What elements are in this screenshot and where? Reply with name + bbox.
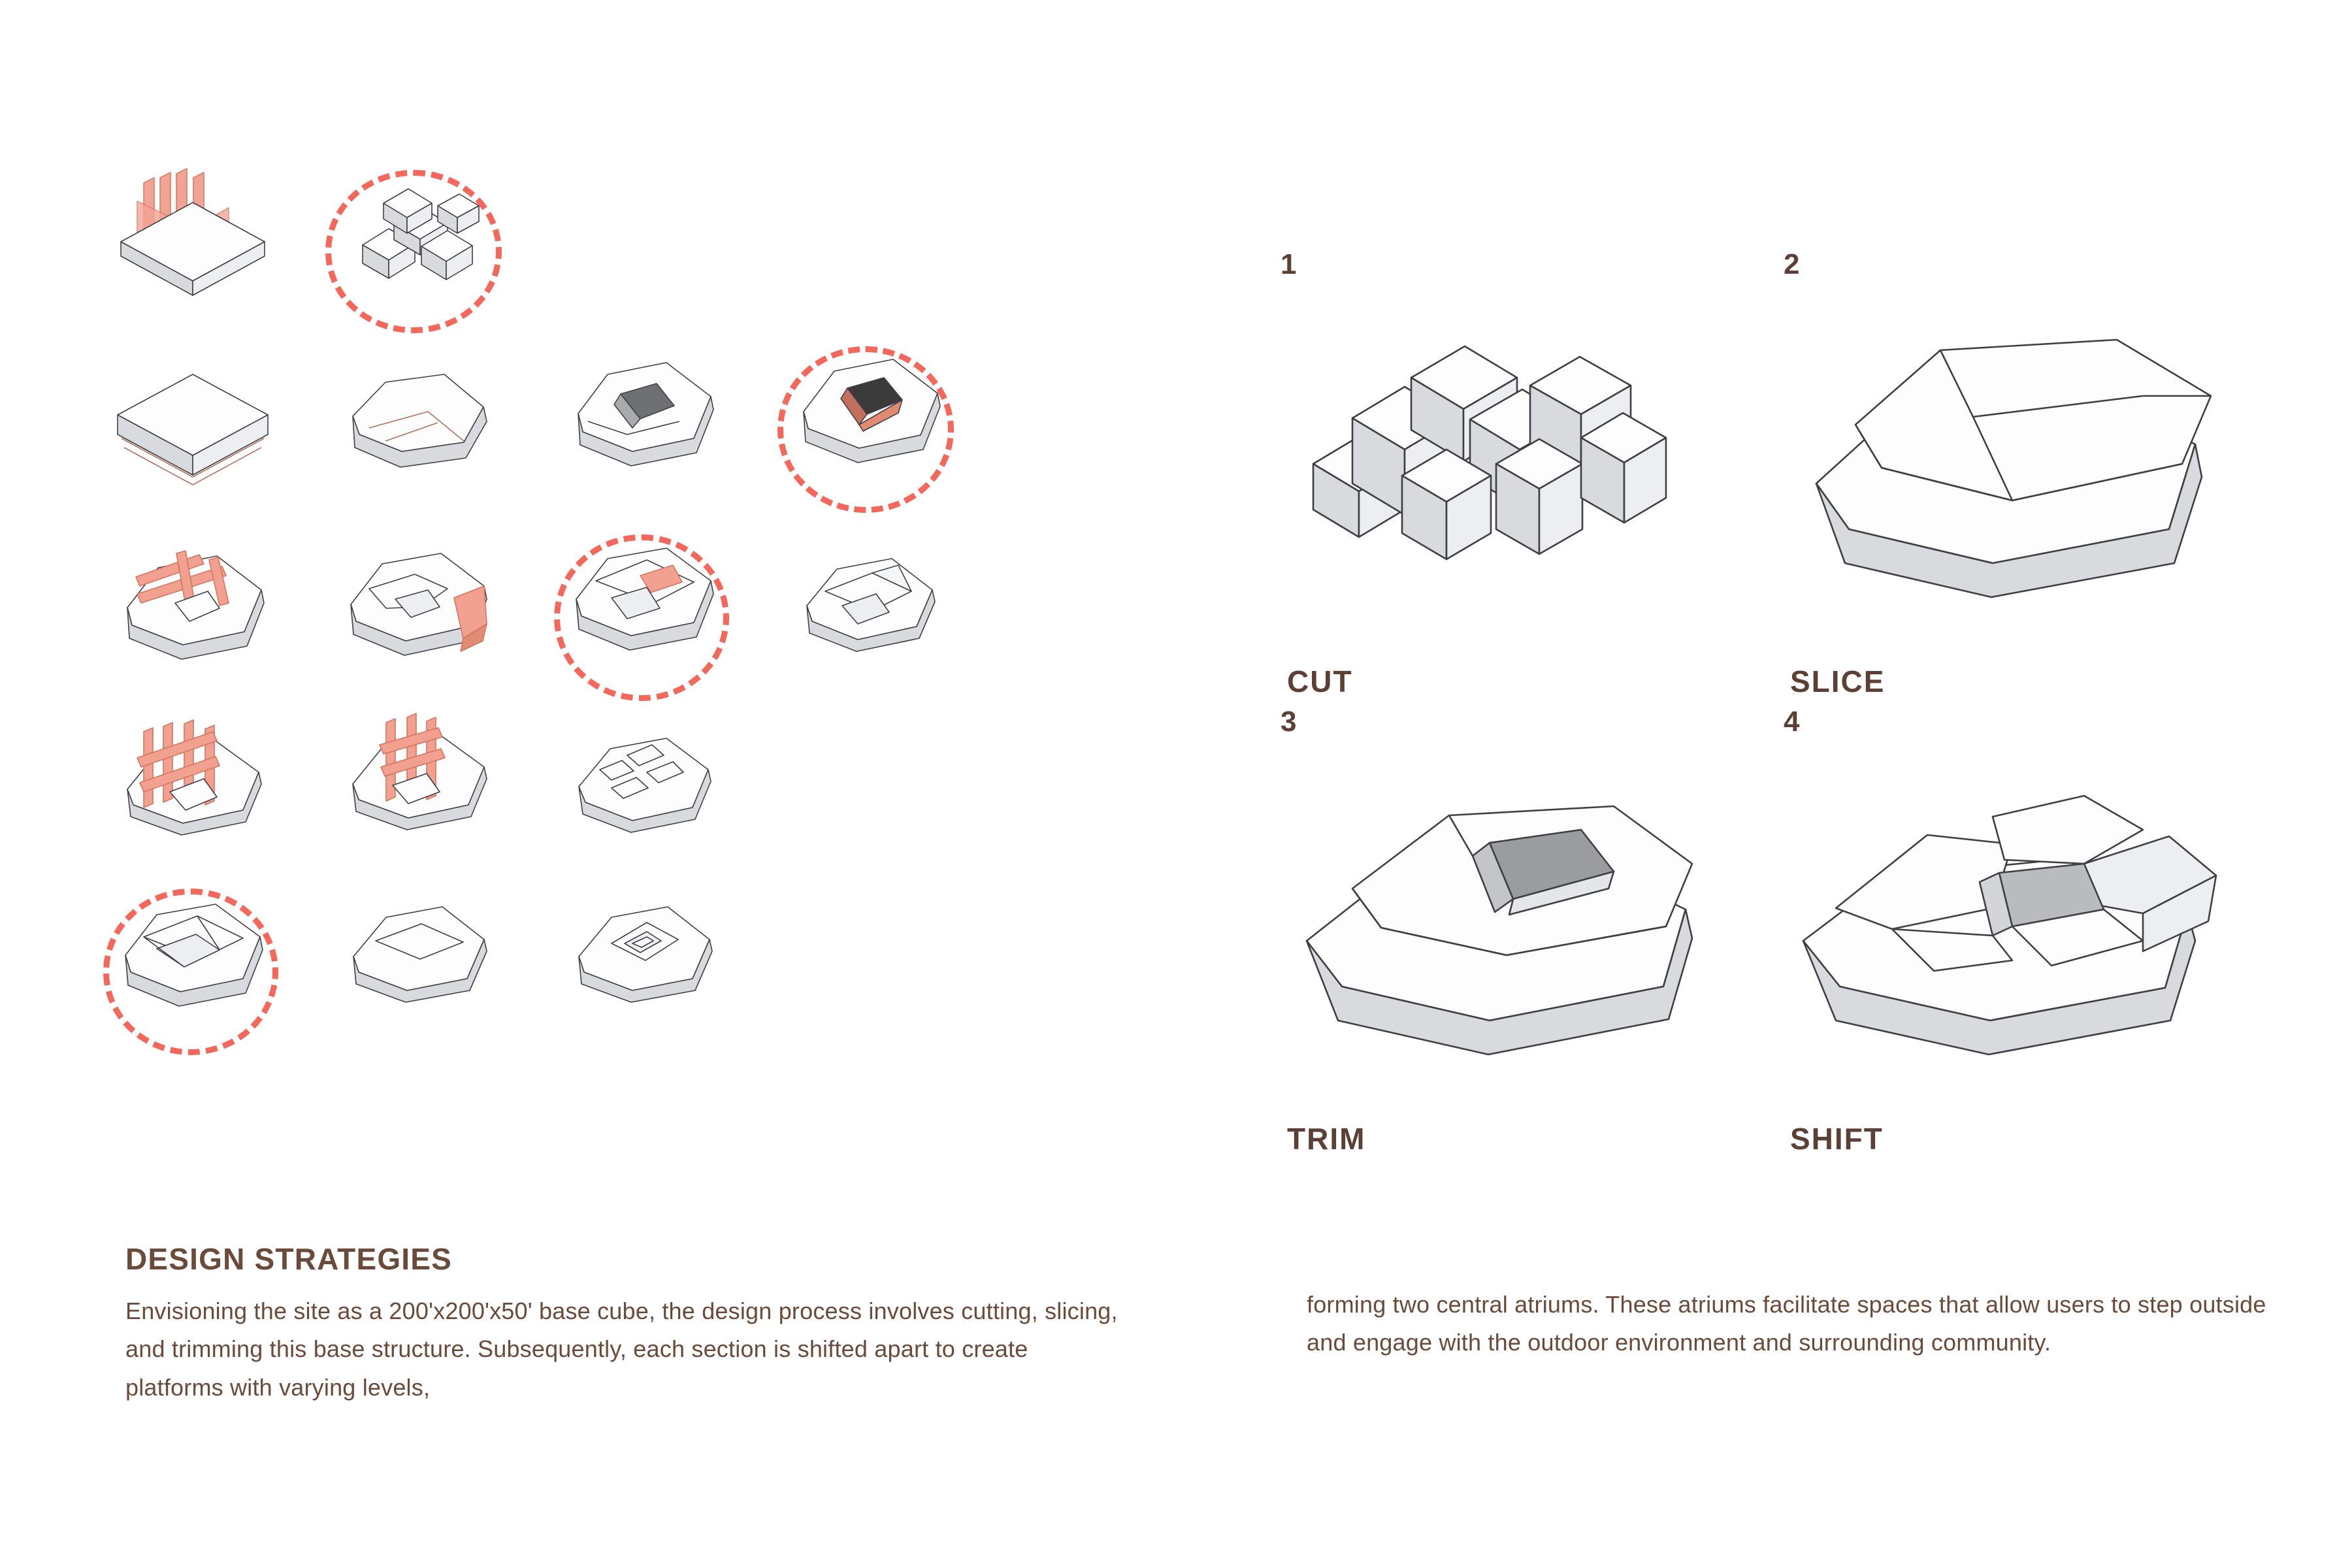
step-cut[interactable] bbox=[1274, 248, 1757, 706]
body-paragraph-right: forming two central atriums. These atriums facilitate spaces that allow users to step outside and engage with the outdoor environment and surrounding community. bbox=[1307, 1291, 2266, 1356]
step-shift[interactable] bbox=[1777, 706, 2261, 1163]
thumbnail-r3c1[interactable] bbox=[98, 526, 287, 709]
thumbnail-r3c4[interactable] bbox=[774, 526, 964, 709]
step-cut-illustration bbox=[1274, 268, 1757, 634]
thumbnail-r4c2[interactable] bbox=[323, 699, 513, 882]
step-label: SHIFT bbox=[1790, 1122, 1884, 1156]
thumbnail-r4c1[interactable] bbox=[98, 706, 287, 889]
thumbnail-r1c2[interactable] bbox=[323, 160, 513, 343]
body-paragraph-left: Envisioning the site as a 200'x200'x50' base cube, the design process involves cutting, slicing, and trimming this base structure. Subsequently, each section is shifted apart to create platforms with varying levels, bbox=[125, 1298, 1118, 1401]
process-steps-panel bbox=[1274, 196, 2254, 1156]
step-label: TRIM bbox=[1287, 1122, 1366, 1156]
exploration-grid bbox=[98, 163, 1156, 1143]
step-number: 4 bbox=[1784, 706, 1800, 738]
thumbnail-r3c3[interactable] bbox=[549, 519, 738, 702]
text-block bbox=[0, 1241, 2352, 1535]
thumbnail-r2c3[interactable] bbox=[549, 336, 738, 519]
thumbnail-r5c3[interactable] bbox=[549, 875, 738, 1058]
step-number: 2 bbox=[1784, 248, 1800, 280]
thumbnail-r2c4[interactable] bbox=[774, 332, 964, 515]
page-title: DESIGN STRATEGIES bbox=[125, 1242, 453, 1276]
step-label: CUT bbox=[1287, 664, 1353, 698]
thumbnail-r5c2[interactable] bbox=[323, 875, 513, 1058]
step-label: SLICE bbox=[1790, 664, 1886, 698]
thumbnail-r2c1[interactable] bbox=[98, 343, 287, 526]
step-number: 3 bbox=[1281, 706, 1297, 738]
thumbnail-r1c1[interactable] bbox=[98, 163, 287, 346]
step-slice-illustration bbox=[1777, 268, 2261, 634]
step-trim-illustration bbox=[1274, 725, 1757, 1091]
step-trim[interactable] bbox=[1274, 706, 1757, 1163]
step-number: 1 bbox=[1281, 248, 1297, 280]
thumbnail-r3c2[interactable] bbox=[323, 526, 513, 709]
thumbnail-r2c2[interactable] bbox=[323, 343, 513, 526]
thumbnail-r4c3[interactable] bbox=[549, 704, 738, 887]
thumbnail-r5c1[interactable] bbox=[98, 875, 287, 1058]
step-shift-illustration bbox=[1777, 725, 2261, 1091]
step-slice[interactable] bbox=[1777, 248, 2261, 706]
